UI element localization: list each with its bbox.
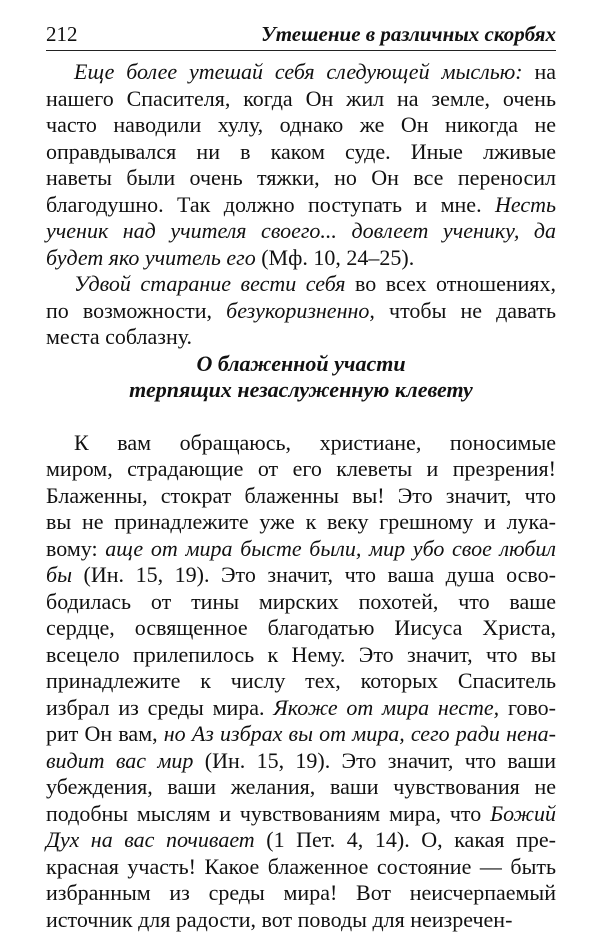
text-line xyxy=(46,483,556,510)
text-run: красная участь! Какое блаженное состояние — быть xyxy=(46,853,556,879)
text-run: избрал из среды мира. xyxy=(46,694,274,720)
italic-run: будет яко учитель его xyxy=(46,244,256,270)
text-run: по возможности, xyxy=(46,297,227,323)
text-line xyxy=(46,536,556,563)
text-line xyxy=(46,562,556,589)
text-run: (Ин. 15, 19). Это значит, что ваши xyxy=(193,747,556,773)
text-line xyxy=(46,218,556,245)
italic-run: Несть xyxy=(494,191,556,217)
page-number: 212 xyxy=(46,22,78,46)
italic-run: безукоризненно, xyxy=(226,297,375,323)
running-header xyxy=(46,22,556,51)
text-line xyxy=(46,430,556,457)
running-title: Утешение в различных скорбях xyxy=(261,22,556,46)
text-run: места соблазну. xyxy=(46,324,193,349)
text-line xyxy=(46,801,556,828)
text-line xyxy=(46,827,556,854)
italic-run: Якоже от мира несте, xyxy=(273,694,500,720)
text-run: вы не принадлежите уже к веку грешному и лука- xyxy=(46,509,556,534)
text-line xyxy=(46,271,556,298)
paragraph-3 xyxy=(46,430,556,934)
italic-run: Удвой старание вести себя xyxy=(74,271,346,296)
text-line xyxy=(46,774,556,801)
text-line xyxy=(46,854,556,881)
section-heading xyxy=(46,351,556,404)
text-run: во всех отношениях, xyxy=(345,271,556,296)
text-line xyxy=(46,589,556,616)
text-line xyxy=(46,748,556,775)
text-run: гово- xyxy=(499,694,556,720)
text-line xyxy=(46,59,556,86)
text-line xyxy=(46,456,556,483)
text-line xyxy=(46,668,556,695)
text-line xyxy=(46,165,556,192)
text-run: бодилась от тины мирских похотей, что ваше xyxy=(46,588,556,614)
italic-run: ученик над учителя своего... довлеет ученику, да xyxy=(46,218,556,243)
text-run: всецело прилепилось к Нему. Это значит, что вы xyxy=(46,641,556,667)
text-line xyxy=(46,907,556,934)
italic-run: Дух на вас почивает xyxy=(46,827,255,852)
text-run: часто наводили хулу, однако же Он никогда не xyxy=(46,112,556,137)
text-line xyxy=(46,86,556,113)
text-run: сердце, освященное благодатью Иисуса Христа, xyxy=(46,615,556,640)
text-run: (Ин. 15, 19). Это значит, что ваша душа осво- xyxy=(71,562,556,587)
text-run: (Мф. 10, 24–25). xyxy=(255,244,415,270)
text-run: К вам обращаюсь, христиане, поносимые xyxy=(74,429,556,455)
text-line xyxy=(46,695,556,722)
text-run: убеждения, ваши желания, ваши чувствования не xyxy=(46,774,556,799)
italic-run: бы xyxy=(46,562,72,587)
text-line xyxy=(46,139,556,166)
italic-run: но Аз избрах вы от мира, сего ради нена- xyxy=(163,721,556,746)
section-heading-line-2: терпящих незаслуженную клевету xyxy=(129,377,473,402)
text-run: благодушно. Так должно поступать и мне. xyxy=(46,191,495,217)
text-run: избранным из среды мира! Вот неисчерпаемый xyxy=(46,880,556,905)
text-run: нашего Спасителя, когда Он жил на земле, очень xyxy=(46,85,556,111)
paragraph-1 xyxy=(46,59,556,271)
text-run: оправдывался ни в каком суде. Иные лживые xyxy=(46,138,556,164)
text-line xyxy=(46,642,556,669)
text-run: чтобы не давать xyxy=(374,297,556,323)
text-line xyxy=(46,509,556,536)
text-run: (1 Пет. 4, 14). О, какая пре- xyxy=(254,827,556,852)
text-run: подобны мыслям и чувствованиям мира, что xyxy=(46,800,491,826)
text-line xyxy=(46,721,556,748)
text-run: вому: xyxy=(46,535,106,561)
text-line xyxy=(46,880,556,907)
text-line xyxy=(46,615,556,642)
text-run: наветы были очень тяжки, но Он все переносил xyxy=(46,165,556,190)
text-run: Блаженны, стократ блаженны вы! Это значит, что xyxy=(46,482,556,508)
paragraph-2 xyxy=(46,271,556,351)
italic-run: Еще более утешай себя следующей мыслью: xyxy=(74,59,523,84)
text-run: источник для радости, вот поводы для неизречен- xyxy=(46,906,513,932)
italic-run: Божий xyxy=(490,800,556,826)
text-line xyxy=(46,192,556,219)
text-line xyxy=(46,324,556,351)
section-heading-line-1: О блаженной участи xyxy=(196,350,406,376)
text-run: миром, страдающие от его клеветы и презрения! xyxy=(46,456,556,481)
text-run: рит Он вам, xyxy=(46,721,164,746)
text-line xyxy=(46,112,556,139)
text-line xyxy=(46,245,556,272)
italic-run: видит вас мир xyxy=(46,747,194,773)
italic-run: аще от мира бысте были, мир убо свое любил xyxy=(105,535,557,561)
text-line xyxy=(46,298,556,325)
text-run: принадлежите к числу тех, которых Спаситель xyxy=(46,668,556,693)
text-run: на xyxy=(522,59,556,84)
